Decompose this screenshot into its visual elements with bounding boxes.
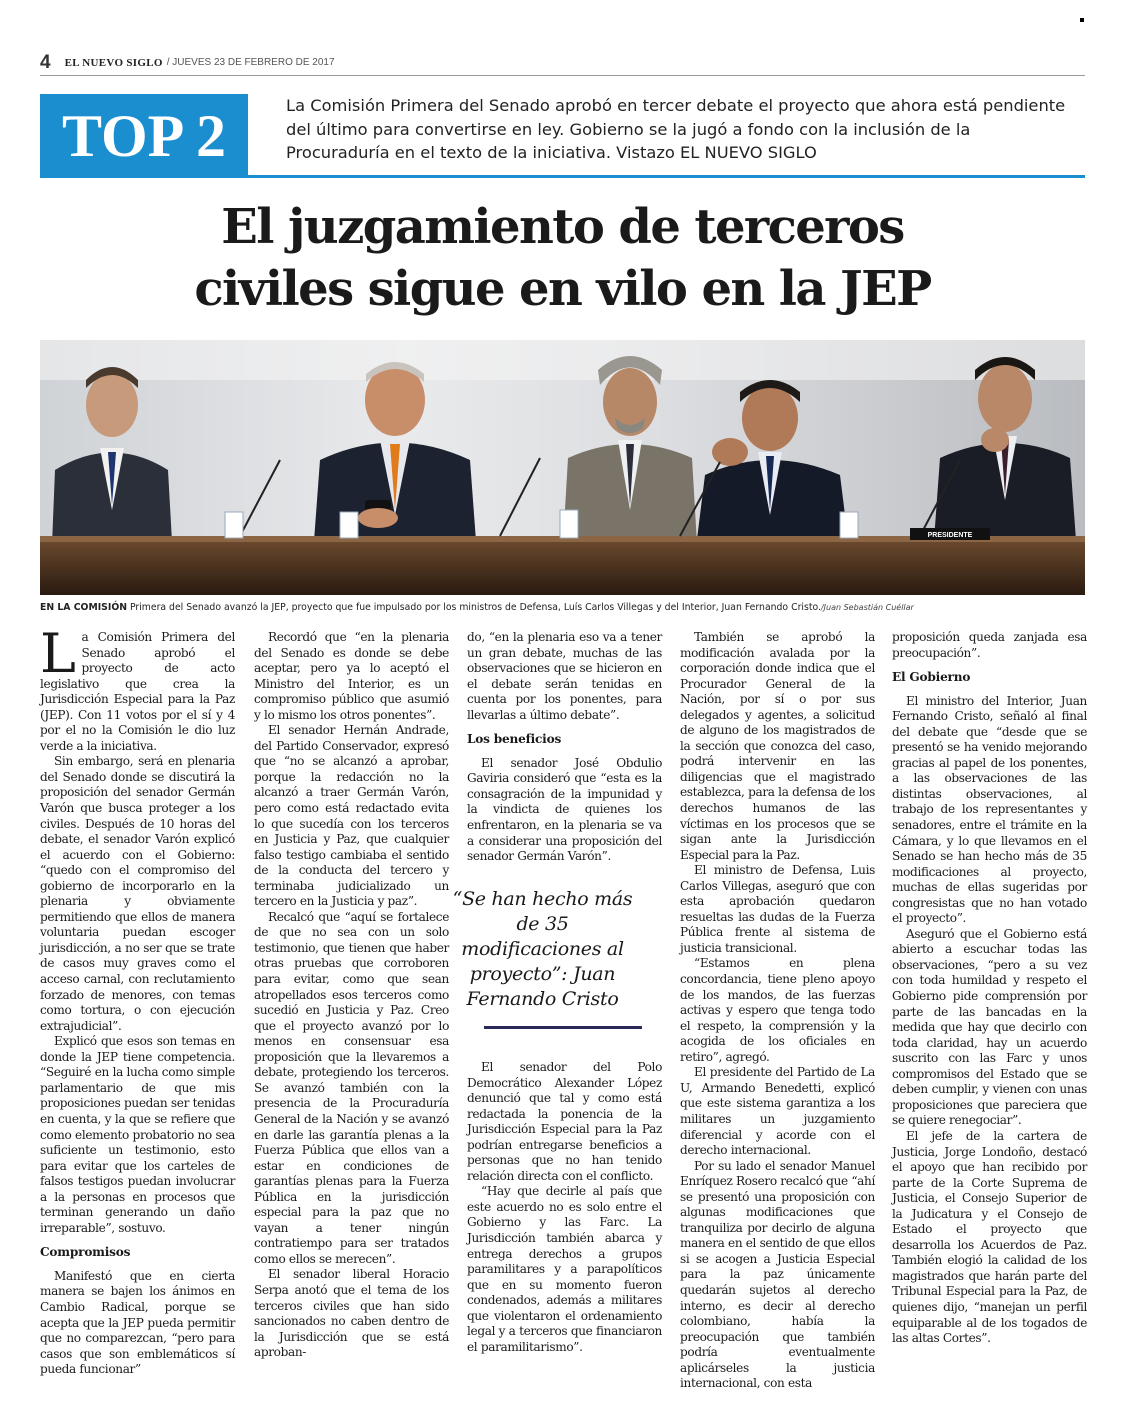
article-column-2	[254, 630, 449, 1361]
caption-text: Primera del Senado avanzó la JEP, proyecto que fue impulsado por los ministros de Defensa, Luís Carlos Villegas y del Interior, Juan Fernando Cristo.	[127, 602, 821, 613]
article-column-5	[892, 630, 1087, 1347]
paragraph: El senador del Polo Democrático Alexander López denunció que tal y como está redactada la ponencia de la Jurisdicción Especial para la Paz podrían entregarse beneficios a personas que no han tenido relación directa con el conflicto.	[467, 1060, 662, 1183]
page-folio	[40, 50, 1085, 76]
headline-line-1: El juzgamiento de terceros	[221, 199, 904, 255]
paragraph: “Hay que decirle al país que este acuerdo no es solo entre el Gobierno y las Farc. La Jurisdicción también abarca y entrega derechos a grupos paramilitares y a parapolíticos que en su momento fueron condenados, además a militares que violentaron el ordenamiento legal y a terceros que financiaron el paramilitarismo”.	[467, 1184, 662, 1354]
paragraph: Explicó que esos son temas en donde la JEP tiene competencia. “Seguiré en la lucha como simple parlamentario de que mis proposiciones puedan ser tenidas en cuenta, y la que se refiere que como elemento probatorio no sea suficiente un testimonio, esto para evitar que los carteles de falsos testigos puedan involucrar a la personas en procesos que terminan generando un daño irreparable”, sostuvo.	[40, 1034, 235, 1235]
paragraph: El ministro de Defensa, Luis Carlos Villegas, aseguró que con esta aprobación quedaron resueltas las dudas de la Fuerza Pública frente al sistema de justicia transicional.	[680, 863, 875, 955]
photo-caption	[40, 602, 1085, 613]
top-rule	[248, 175, 1085, 178]
paragraph: El senador José Obdulio Gaviria consideró que “esta es la consagración de la impunidad y la vindicta de quienes los enfrentaron, en la plenaria se va a considerar una proposición del senador Germán Varón”.	[467, 755, 662, 864]
drop-cap: L	[40, 622, 76, 685]
pull-quote: “Se han hecho más de 35 modificaciones al proyecto”: Juan Fernando Cristo	[452, 888, 633, 1010]
corner-crop-mark	[1080, 18, 1084, 22]
paragraph: Por su lado el senador Manuel Enríquez Rosero recalcó que “ahí se presentó una proposición con algunas modificaciones que tranquiliza por decirlo de alguna manera en el sentido de que ellos si se acogen a Justicia Especial para la paz únicamente quedarán sujetos al derecho interno, es decir al derecho colombiano, había la preocupación que también podría eventualmente aplicárseles la justicia internacional, con esta	[680, 1158, 875, 1391]
article-column-3-top	[467, 630, 662, 865]
subhead-gobierno: El Gobierno	[892, 670, 971, 685]
top-badge	[40, 94, 248, 178]
paragraph: Sin embargo, será en plenaria del Senado donde se discutirá la proposición del senador Germán Varón que busca proteger a los civiles. Después de 10 horas del debate, el senador Varón explicó el acuerdo con el Gobierno: “quedo con el compromiso del gobierno de incorporarlo en la plenaria y obviamente permitiendo que ellos de manera voluntaria puedan escoger jurisdicción, a no ser que se trate de casos muy graves como el acceso carnal, con reclutamiento forzado de menores, con temas como tortura, o con ejecución extrajudicial”.	[40, 754, 235, 1033]
news-photo	[40, 340, 1085, 595]
paper-name: EL NUEVO SIGLO	[64, 56, 163, 69]
article-column-4	[680, 630, 875, 1392]
article-column-3-bottom	[467, 1060, 662, 1355]
paragraph: “Estamos en plena concordancia, tiene pleno apoyo de los mandos, de las fuerzas activas y espero que tenga todo el respeto, la comprensión y la acogida de los oficiales en retiro”, agregó.	[680, 956, 875, 1064]
paragraph: También se aprobó la modificación avalada por la corporación donde indica que el Procurador General de la Nación, por sí o por sus delegados y agentes, a solicitud de alguno de los magistrados de la sección que conozca del caso, podrá intervenir en las diligencias que el magistrado establezca, para la defensa de los derechos humanos de las víctimas en los procesos que se sigan ante la Jurisdicción Especial para la Paz.	[680, 630, 875, 862]
article-column-1	[40, 622, 235, 1378]
headline	[40, 196, 1085, 320]
paragraph: El senador Hernán Andrade, del Partido Conservador, expresó que “no se alcanzó a aprobar, porque la redacción no la alcanzó a traer Germán Varón, pero como está redactado evita lo que sucedía con los terceros en Justicia y Paz, que cualquier falso testigo cambiaba el sentido de la conducta del tercero y terminaba judicializado un tercero en la Justicia y paz”.	[254, 723, 449, 909]
paragraph: El ministro del Interior, Juan Fernando Cristo, señaló al final del debate que “desde que se presentó se ha venido mejorando gracias al papel de los ponentes, a las observaciones de las distintas observaciones, al trabajo de los representantes y senadores, entre el trámite en la Cámara, y lo que llevamos en el Senado se han hecho más de 35 modificaciones al proyecto, muchas de ellas sugeridas por congresistas que no han votado el proyecto”.	[892, 693, 1087, 926]
subhead-compromisos: Compromisos	[40, 1245, 131, 1260]
subhead-beneficios: Los beneficios	[467, 732, 562, 747]
photo-illustration	[40, 340, 1085, 595]
paragraph: El presidente del Partido de La U, Armando Benedetti, explicó que este sistema garantiza a los militares un juzgamiento diferencial y acorde con el derecho internacional.	[680, 1065, 875, 1158]
pull-quote-rule	[484, 1026, 642, 1029]
paragraph: Recalcó que “aquí se fortalece de que no sea con un solo testimonio, que tienen que haber otras pruebas que corroboren para evitar, como que sean atropellados esos terceros como sucedió en Justicia y Paz. Creo que el proyecto avanzó por lo menos en consensuar esa proposición que la llevaremos a debate, protegiendo los terceros. Se avanzó también con la presencia de la Procuraduría General de la Nación y se avanzó en darle las garantía plenas a la Fuerza Pública que ellos van a estar en condiciones de garantías plenas para la Fuerza Pública en la jurisdicción especial para la paz que no vayan a tener ningún contratiempo para ser tratados como ellos se merecen”.	[254, 909, 449, 1266]
headline-line-2: civiles sigue en vilo en la JEP	[194, 261, 931, 317]
paragraph: El jefe de la cartera de Justicia, Jorge Londoño, destacó el apoyo que han recibido por parte de la Corte Suprema de Justicia, el Consejo Superior de la Judicatura y el Consejo de Estado el proyecto que desarrolla los Acuerdos de Paz. También elogió la calidad de los magistrados que harán parte del Tribunal Especial para la Paz, de quienes dijo, “manejan un perfil equiparable al de los togados de las altas Cortes”.	[892, 1128, 1087, 1346]
paragraph: Aseguró que el Gobierno está abierto a escuchar todas las observaciones, “pero a su vez con toda humildad y respeto el Gobierno pide comprensión por parte de las bancadas en la medida que hay que decirlo con toda claridad, hay un acuerdo suscrito con las Farc y unos compromisos del Estado que se deben cumplir, y vienen con unas proposiciones que pareciera que se quiere renegociar”.	[892, 926, 1087, 1128]
top-badge-label: TOP 2	[62, 102, 226, 169]
photo-credit: /Juan Sebastián Cuéllar	[820, 603, 914, 612]
page-number: 4	[40, 51, 51, 73]
nameplate-text: PRESIDENTE	[927, 532, 973, 539]
paragraph: proposición queda zanjada esa preocupación”.	[892, 630, 1087, 660]
top-section-band	[40, 94, 1085, 178]
caption-lead: EN LA COMISIÓN	[40, 602, 127, 613]
issue-date: / JUEVES 23 DE FEBRERO DE 2017	[166, 57, 335, 68]
paragraph: La Comisión Primera del Senado aprobó el proyecto de acto legislativo que crea la Jurisdicción Especial para la Paz (JEP). Con 11 votos por el sí y 4 por el no la Comisión le dio luz verde a la iniciativa.	[40, 622, 235, 753]
paragraph: do, “en la plenaria eso va a tener un gran debate, muchas de las observaciones que se hicieron en el debate serán tenidas en cuenta por los ponentes, para llevarlas a último debate”.	[467, 630, 662, 722]
top-deck: La Comisión Primera del Senado aprobó en tercer debate el proyecto que ahora está pendiente del último para convertirse en ley. Gobierno se la jugó a fondo con la inclusión de la Procuraduría en el texto de la iniciativa. Vistazo EL NUEVO SIGLO	[286, 96, 1066, 162]
paragraph: Recordó que “en la plenaria del Senado es donde se debe aceptar, pero ya lo aceptó el Ministro del Interior, es un compromiso público que asumió y lo mismo los otros ponentes”.	[254, 630, 449, 722]
conference-table	[40, 540, 1085, 595]
paragraph: Manifestó que en cierta manera se bajen los ánimos en Cambio Radical, porque se acepta que la JEP pueda permitir que no comparezcan, “pero para casos que son emblemáticos sí pueda funcionar”	[40, 1268, 235, 1377]
paragraph: El senador liberal Horacio Serpa anotó que el tema de los terceros civiles que han sido sancionados no caben dentro de la Jurisdicción que se está aproban-	[254, 1267, 449, 1360]
